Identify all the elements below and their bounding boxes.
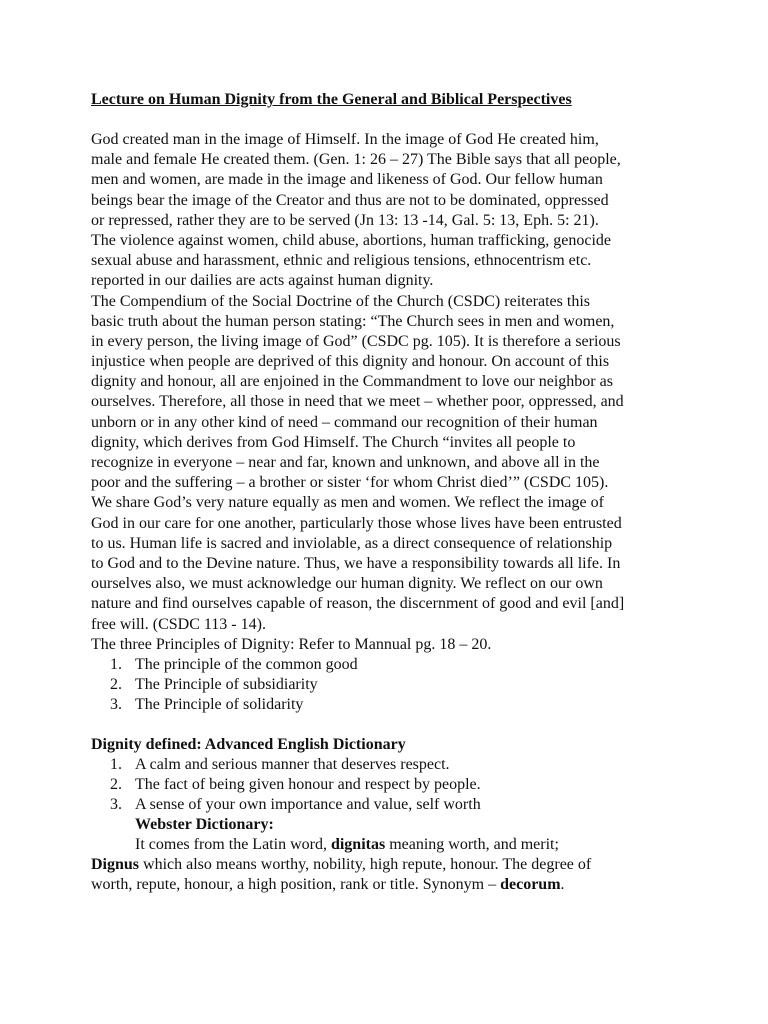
text-line: to us. Human life is sacred and inviolable, as a direct consequence of relationship bbox=[91, 534, 613, 552]
text-line: sexual abuse and harassment, ethnic and religious tensions, ethnocentrism etc. bbox=[91, 252, 592, 270]
list-item bbox=[91, 675, 691, 695]
list-item bbox=[91, 695, 691, 715]
text-line: poor and the suffering – a brother or sister ‘for whom Christ died’” (CSDC 105). bbox=[91, 474, 609, 492]
synonym-word: decorum bbox=[500, 876, 561, 894]
list-text: The Principle of subsidiarity bbox=[135, 675, 318, 693]
dignity-heading: Dignity defined: Advanced English Dictionary bbox=[91, 735, 406, 753]
text-line: men and women, are made in the image and likeness of God. Our fellow human bbox=[91, 171, 603, 189]
text-segment: worth, repute, honour, a high position, rank or title. Synonym – bbox=[91, 876, 501, 894]
list-item bbox=[91, 775, 691, 795]
paragraph-creation bbox=[91, 130, 691, 292]
list-text: The Principle of solidarity bbox=[135, 695, 304, 713]
text-line: free will. (CSDC 113 - 14). bbox=[91, 615, 266, 633]
text-segment: It comes from the Latin word, bbox=[135, 835, 331, 853]
principles-intro: The three Principles of Dignity: Refer to Mannual pg. 18 – 20. bbox=[91, 635, 492, 653]
text-line: in every person, the living image of God” (CSDC pg. 105). It is therefore a serious bbox=[91, 332, 621, 350]
list-item bbox=[91, 655, 691, 675]
text-line: The violence against women, child abuse, abortions, human trafficking, genocide bbox=[91, 231, 611, 249]
text-line: The Compendium of the Social Doctrine of the Church (CSDC) reiterates this bbox=[91, 292, 590, 310]
text-line: nature and find ourselves capable of reason, the discernment of good and evil [and] bbox=[91, 595, 625, 613]
list-number: 3. bbox=[110, 795, 122, 813]
list-item bbox=[91, 795, 691, 815]
latin-origin-line bbox=[91, 835, 691, 855]
text-segment: meaning worth, and merit; bbox=[385, 835, 559, 853]
list-text: The fact of being given honour and respect by people. bbox=[135, 775, 481, 793]
spacer bbox=[91, 715, 691, 735]
webster-heading: Webster Dictionary: bbox=[135, 815, 274, 833]
text-line: to God and to the Devine nature. Thus, we have a responsibility towards all life. In bbox=[91, 554, 621, 572]
text-line: beings bear the image of the Creator and thus are not to be dominated, oppressed bbox=[91, 191, 609, 209]
text-line: God in our care for one another, particularly those whose lives have been entrusted bbox=[91, 514, 622, 532]
list-number: 2. bbox=[110, 675, 122, 693]
text-line: injustice when people are deprived of this dignity and honour. On account of this bbox=[91, 353, 610, 371]
text-line: reported in our dailies are acts against human dignity. bbox=[91, 272, 434, 290]
paragraph-compendium bbox=[91, 292, 691, 655]
text-segment: . bbox=[560, 876, 565, 894]
latin-word: dignitas bbox=[330, 835, 386, 853]
list-number: 3. bbox=[110, 695, 122, 713]
text-line: or repressed, rather they are to be served (Jn 13: 13 -14, Gal. 5: 13, Eph. 5: 21). bbox=[91, 211, 599, 229]
text-line: basic truth about the human person stating: “The Church sees in men and women, bbox=[91, 312, 615, 330]
text-line: We share God’s very nature equally as men and women. We reflect the image of bbox=[91, 494, 604, 512]
synonym-line bbox=[91, 875, 691, 895]
list-text: The principle of the common good bbox=[135, 655, 358, 673]
text-line: dignity, which derives from God Himself. The Church “invites all people to bbox=[91, 433, 576, 451]
text-line: unborn or in any other kind of need – command our recognition of their human bbox=[91, 413, 598, 431]
list-text: A sense of your own importance and value, self worth bbox=[135, 795, 481, 813]
text-line: recognize in everyone – near and far, known and unknown, and above all in the bbox=[91, 454, 600, 471]
definitions-list bbox=[91, 755, 691, 815]
list-item bbox=[91, 755, 691, 775]
list-number: 1. bbox=[110, 755, 122, 773]
dignus-line bbox=[91, 855, 691, 875]
text-line: ourselves. Therefore, all those in need that we meet – whether poor, oppressed, and bbox=[91, 393, 624, 411]
list-text: A calm and serious manner that deserves respect. bbox=[135, 755, 450, 773]
document-page bbox=[91, 90, 691, 895]
document-title: Lecture on Human Dignity from the General and Biblical Perspectives bbox=[91, 91, 572, 108]
latin-word: Dignus bbox=[91, 855, 140, 873]
principles-list bbox=[91, 655, 691, 715]
list-number: 2. bbox=[110, 775, 122, 793]
text-line: dignity and honour, all are enjoined in the Commandment to love our neighbor as bbox=[91, 373, 613, 391]
text-line: God created man in the image of Himself. In the image of God He created him, bbox=[91, 131, 599, 148]
text-line: ourselves also, we must acknowledge our human dignity. We reflect on our own bbox=[91, 575, 603, 593]
text-segment: which also means worthy, nobility, high repute, honour. The degree of bbox=[139, 855, 592, 873]
text-line: male and female He created them. (Gen. 1: 26 – 27) The Bible says that all people, bbox=[91, 151, 621, 169]
list-number: 1. bbox=[110, 655, 122, 673]
